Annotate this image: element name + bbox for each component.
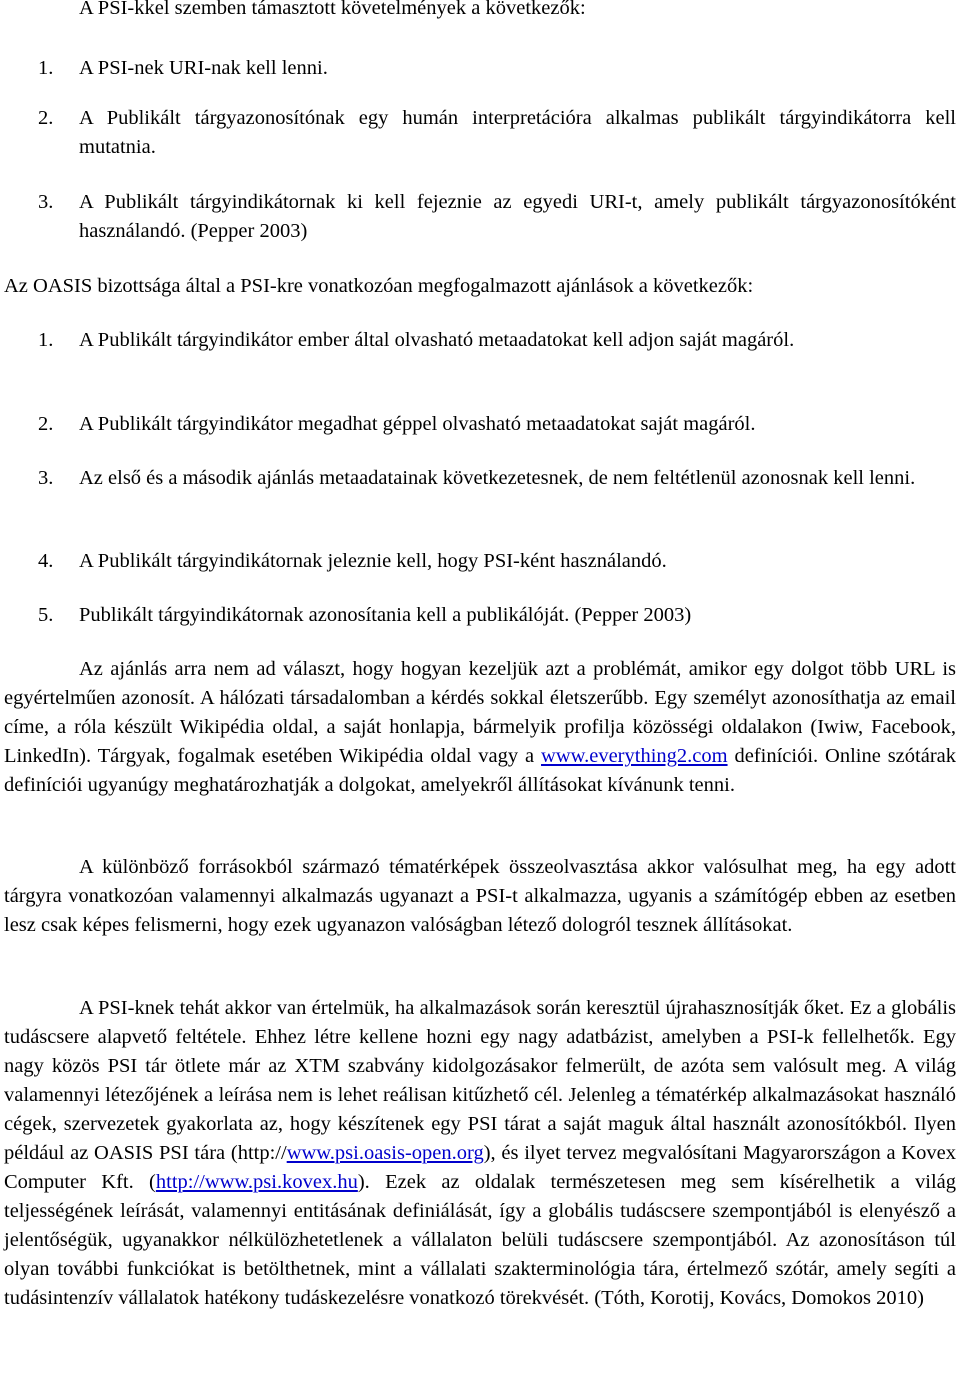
recommendation-item-2 (38, 410, 956, 439)
list-text: A Publikált tárgyindikátornak ki kell fejeznie az egyedi URI-t, amely publikált tárgyazonosítóként használandó. (Pepper 2003) (79, 191, 956, 242)
recommendation-item-5 (38, 601, 956, 630)
recommendation-item-4 (38, 547, 956, 576)
list-number: 5. (38, 604, 54, 626)
list-number: 1. (38, 57, 54, 79)
kovex-psi-link[interactable]: http://www.psi.kovex.hu (155, 1171, 358, 1193)
list-text: A PSI-nek URI-nak kell lenni. (79, 57, 328, 79)
paragraph-text: A PSI-knek tehát akkor van értelmük, ha alkalmazások során keresztül újrahasznosítják őket. Ez a globális tudáscsere alapvető feltétele. Ehhez létre kellene hozni egy nagy adatbázist, amelyben a PSI-k fellelhetők. Egy nagy közös PSI tár ötlete már az XTM szabvány kidolgozásakor felmerült, de azóta sem valósult meg. A világ valamennyi létezőjének a leírása nem is lehet reálisan kitűzhető cél. Jelenleg a tématérkép alkalmazásokat használó cégek, szervezetek gyakorlata az, hogy készítenek egy PSI tárat a saját maguk által használt azonosítókból. Ilyen például az OASIS PSI tára (http:// (4, 997, 956, 1164)
list-number: 2. (38, 413, 54, 435)
recommendation-item-1 (38, 326, 956, 355)
paragraph-ajanlas (4, 655, 956, 800)
paragraph-tematerkep: A különböző forrásokból származó tématérképek összeolvasztása akkor valósulhat meg, ha egy adott tárgyra vonatkozóan valamennyi alkalmazás ugyanazt a PSI-t alkalmazza, ugyanis a számítógép ebben az esetben lesz csak képes felismerni, hogy ezek ugyanazon valóságban létező dologról tesznek állításokat. (4, 856, 956, 936)
requirement-item-3 (38, 188, 956, 246)
everything2-link[interactable]: www.everything2.com (541, 745, 728, 767)
list-text: A Publikált tárgyindikátornak jeleznie kell, hogy PSI-ként használandó. (79, 550, 667, 572)
paragraph-text: ). Ezek az oldalak természetesen meg sem kísérelhetik a világ teljességének leírását, valamennyi entitásának definiálását, így a globális tudáscsere szempontjából is elenyésző a jelentőségük, ugyanakkor nélkülözhetetlenek a vállalaton belüli tudáscsere szempontjából. Az azonosításon túl olyan további funkciókat is betölthetnek, mint a vállalati szakterminológia tára, értelmező szótár, amely segíti a tudásintenzív vállalatok hatékony tudáskezelésre vonatkozó törekvését. (Tóth, Korotij, Kovács, Domokos 2010) (4, 1171, 956, 1309)
list-text: A Publikált tárgyindikátor megadhat géppel olvasható metaadatokat saját magáról. (79, 413, 756, 435)
intro-requirements: A PSI-kkel szemben támasztott követelmények a következők: (79, 0, 586, 19)
requirement-item-1 (38, 54, 956, 83)
paragraph-psi-tar (4, 994, 956, 1313)
list-text: Az első és a második ajánlás metaadatainak következetesnek, de nem feltétlenül azonosnak kell lenni. (79, 467, 916, 489)
paragraph-text: ), és ilyet tervez megvalósítani Magyarországon a Kovex Computer Kft. ( (4, 1142, 956, 1193)
list-number: 1. (38, 329, 54, 351)
paragraph-text: Az ajánlás arra nem ad választ, hogy hogyan kezeljük azt a problémát, amikor egy dolgot több URL is egyértelműen azonosít. A hálózati társadalomban a kérdés sokkal életszerűbb. Egy személyt azonosíthatja az email címe, a róla készült Wikipédia oldal, a saját honlapja, bármelyik profilja közösségi oldalakon (Iwiw, Facebook, LinkedIn). Tárgyak, fogalmak esetében Wikipédia oldal vagy a (4, 658, 956, 767)
list-number: 2. (38, 107, 54, 129)
list-text: Publikált tárgyindikátornak azonosítania kell a publikálóját. (Pepper 2003) (79, 604, 692, 626)
list-number: 3. (38, 467, 54, 489)
list-text: A Publikált tárgyindikátor ember által olvasható metaadatokat kell adjon saját magáról. (79, 329, 795, 351)
intro-oasis: Az OASIS bizottsága által a PSI-kre vonatkozóan megfogalmazott ajánlások a következők: (4, 275, 754, 297)
list-text: A Publikált tárgyazonosítónak egy humán interpretációra alkalmas publikált tárgyindikátorra kell mutatnia. (79, 107, 956, 158)
list-number: 3. (38, 191, 54, 213)
recommendation-item-3 (38, 464, 956, 493)
oasis-psi-link[interactable]: www.psi.oasis-open.org (286, 1142, 484, 1164)
paragraph-text: definíciói. Online szótárak definíciói ugyanúgy meghatározhatják a dolgokat, amelyekről állításokat kívánunk tenni. (4, 745, 957, 796)
list-number: 4. (38, 550, 54, 572)
requirement-item-2 (38, 104, 956, 162)
